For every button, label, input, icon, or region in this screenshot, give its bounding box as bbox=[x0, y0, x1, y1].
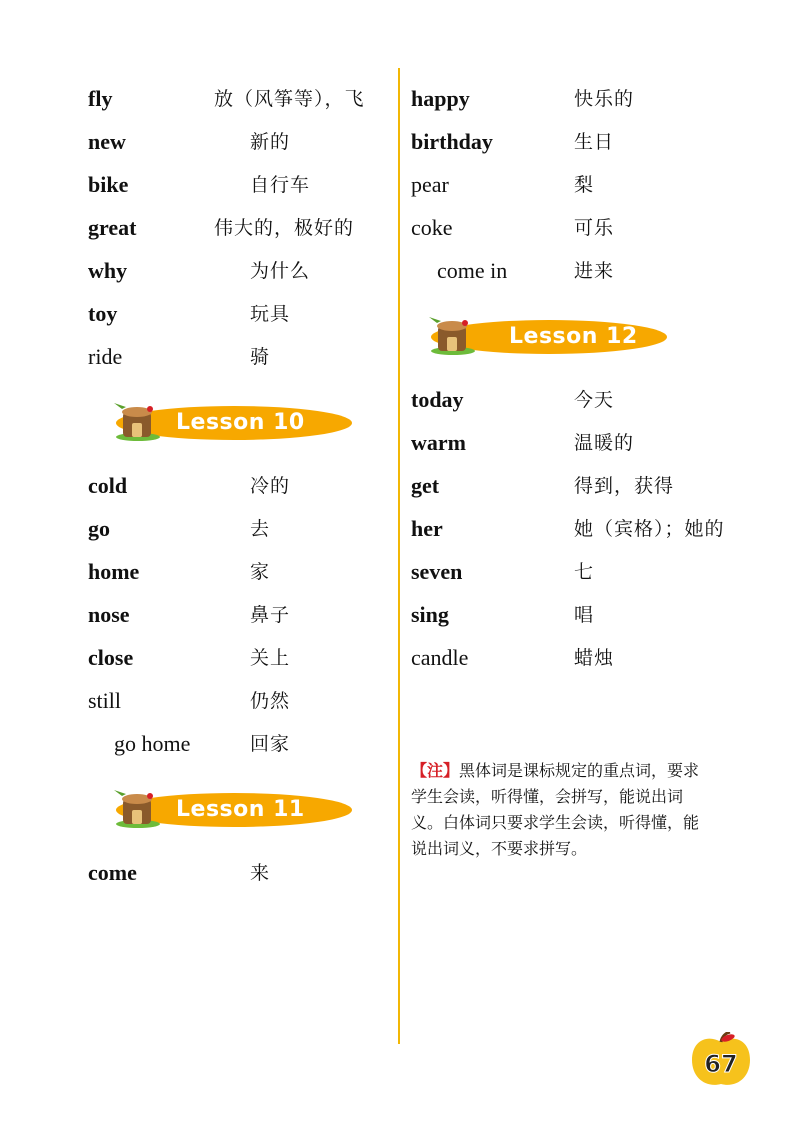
word: close bbox=[88, 645, 134, 670]
vocab-row bbox=[411, 379, 731, 422]
lesson-header bbox=[411, 293, 731, 379]
word: seven bbox=[411, 559, 463, 584]
vocab-row bbox=[411, 551, 731, 594]
meaning: 得到，获得 bbox=[574, 475, 675, 497]
meaning: 快乐的 bbox=[574, 88, 635, 110]
vocab-row bbox=[88, 852, 388, 895]
vocab-row bbox=[411, 121, 731, 164]
left-column bbox=[88, 78, 388, 895]
meaning: 为什么 bbox=[250, 260, 311, 282]
meaning: 七 bbox=[574, 561, 595, 583]
right-column bbox=[411, 78, 731, 680]
vocab-row bbox=[411, 465, 731, 508]
word: happy bbox=[411, 86, 470, 111]
note-text: 黑体词是课标规定的重点词，要求学生会读，听得懂，会拼写，能说出词义。白体词只要求学生会读，听得懂，能说出词义，不要求拼写。 bbox=[411, 761, 700, 858]
word: birthday bbox=[411, 129, 493, 154]
meaning: 家 bbox=[250, 561, 271, 583]
word: pear bbox=[411, 172, 449, 197]
meaning: 去 bbox=[250, 518, 271, 540]
vocab-row bbox=[88, 465, 388, 508]
lesson-title: Lesson 12 bbox=[509, 324, 638, 349]
word: go home bbox=[114, 731, 191, 756]
word: coke bbox=[411, 215, 453, 240]
word: great bbox=[88, 215, 137, 240]
vocab-row bbox=[411, 78, 731, 121]
vocab-row bbox=[88, 680, 388, 723]
vocab-row bbox=[411, 508, 731, 551]
meaning: 鼻子 bbox=[250, 604, 291, 626]
vocab-row bbox=[411, 594, 731, 637]
word: her bbox=[411, 516, 443, 541]
vocab-row bbox=[411, 637, 731, 680]
vocab-row bbox=[88, 207, 388, 250]
meaning: 她（宾格）；她的 bbox=[574, 518, 725, 540]
meaning: 梨 bbox=[574, 174, 595, 196]
meaning: 来 bbox=[250, 862, 271, 884]
lesson-header bbox=[88, 379, 388, 465]
meaning: 骑 bbox=[250, 346, 271, 368]
meaning: 放（风筝等），飞 bbox=[214, 88, 365, 110]
vocab-row bbox=[88, 637, 388, 680]
vocab-row bbox=[88, 594, 388, 637]
meaning: 温暖的 bbox=[574, 432, 635, 454]
meaning: 玩具 bbox=[250, 303, 291, 325]
lesson-header bbox=[88, 766, 388, 852]
word: home bbox=[88, 559, 140, 584]
word: why bbox=[88, 258, 128, 283]
meaning: 今天 bbox=[574, 389, 615, 411]
meaning: 回家 bbox=[250, 733, 291, 755]
word: bike bbox=[88, 172, 129, 197]
meaning: 生日 bbox=[574, 131, 615, 153]
word: today bbox=[411, 387, 464, 412]
word: come in bbox=[437, 258, 508, 283]
word: get bbox=[411, 473, 440, 498]
word: nose bbox=[88, 602, 130, 627]
vocab-row bbox=[88, 293, 388, 336]
meaning: 自行车 bbox=[250, 174, 311, 196]
column-divider bbox=[398, 68, 400, 1044]
meaning: 伟大的，极好的 bbox=[214, 217, 355, 239]
page-number: 67 bbox=[704, 1050, 738, 1078]
word: still bbox=[88, 688, 122, 713]
word: warm bbox=[411, 430, 466, 455]
vocab-row bbox=[88, 164, 388, 207]
vocab-row bbox=[88, 551, 388, 594]
word: ride bbox=[88, 344, 123, 369]
word: fly bbox=[88, 86, 113, 111]
meaning: 可乐 bbox=[574, 217, 615, 239]
word: cold bbox=[88, 473, 128, 498]
vocab-row bbox=[88, 78, 388, 121]
vocab-row bbox=[88, 508, 388, 551]
vocab-row bbox=[88, 336, 388, 379]
vocab-row bbox=[411, 207, 731, 250]
vocab-row bbox=[88, 723, 388, 766]
meaning: 仍然 bbox=[250, 690, 291, 712]
lesson-title: Lesson 11 bbox=[176, 797, 305, 822]
meaning: 新的 bbox=[250, 131, 291, 153]
vocab-row bbox=[411, 164, 731, 207]
vocab-row bbox=[88, 250, 388, 293]
vocab-row bbox=[88, 121, 388, 164]
meaning: 进来 bbox=[574, 260, 615, 282]
page-number-badge bbox=[688, 1032, 754, 1090]
note-tag: 【注】 bbox=[411, 761, 460, 780]
vocab-row bbox=[411, 422, 731, 465]
word: sing bbox=[411, 602, 449, 627]
lesson-title: Lesson 10 bbox=[176, 410, 305, 435]
vocab-row bbox=[411, 250, 731, 293]
meaning: 唱 bbox=[574, 604, 595, 626]
word: toy bbox=[88, 301, 118, 326]
meaning: 冷的 bbox=[250, 475, 291, 497]
word: go bbox=[88, 516, 110, 541]
word: candle bbox=[411, 645, 469, 670]
meaning: 关上 bbox=[250, 647, 291, 669]
word: come bbox=[88, 860, 137, 885]
meaning: 蜡烛 bbox=[574, 647, 615, 669]
note-block bbox=[411, 758, 711, 862]
word: new bbox=[88, 129, 126, 154]
